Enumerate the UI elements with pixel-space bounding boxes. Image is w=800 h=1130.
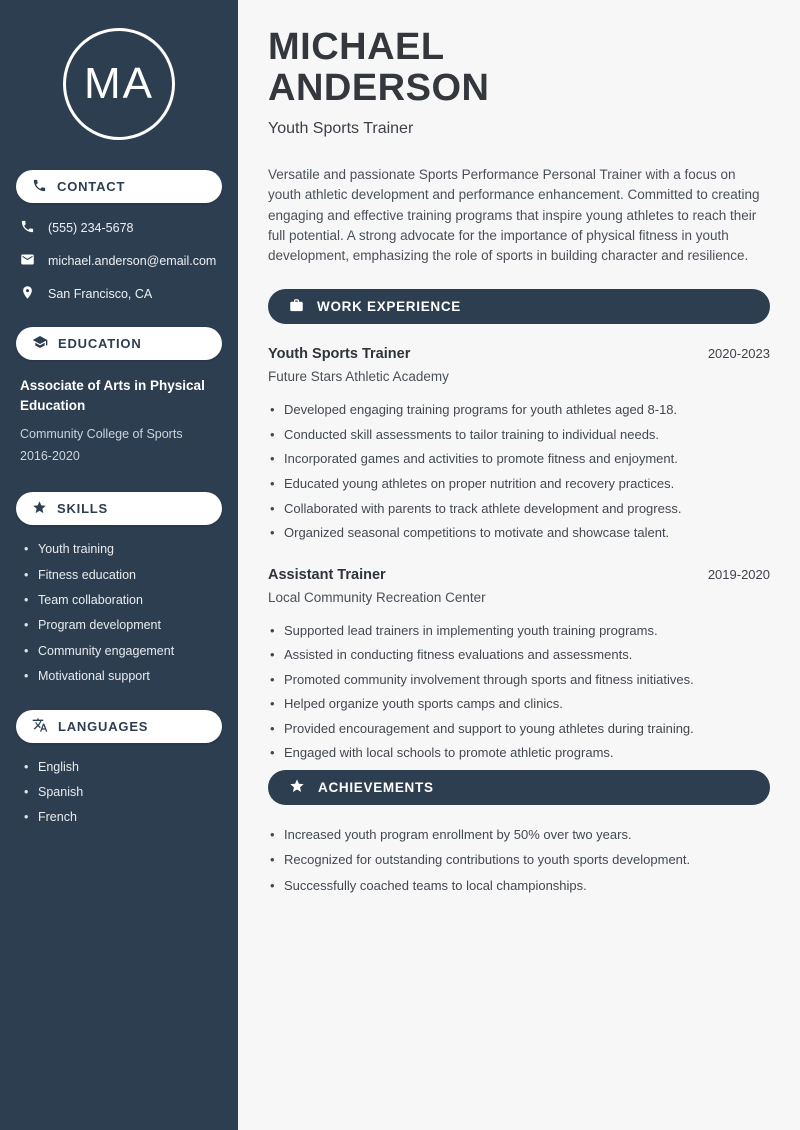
languages-section-header [16,710,222,743]
job-company: Local Community Recreation Center [268,589,486,605]
star-icon [289,778,305,797]
achievement-bullet: • Recognized for outstanding contributions to youth sports development. [268,851,770,869]
achievement-bullet: • Increased youth program enrollment by 50% over two years. [268,826,770,844]
achievements-section-header [268,770,770,805]
graduation-cap-icon [32,334,48,353]
job-bullet: • Helped organize youth sports camps and clinics. [268,695,770,713]
sidebar [0,0,238,1130]
job-title-text: Youth Sports Trainer [268,346,411,363]
skill-item: • Program development [24,618,218,632]
skills-list [24,542,218,683]
degree-name: Associate of Arts in Physical Education [20,378,205,414]
education-section-title: EDUCATION [58,336,142,351]
achievements-section-title: ACHIEVEMENTS [318,779,434,795]
language-item: • French [24,810,218,824]
briefcase-icon [289,298,304,316]
location-pin-icon [20,285,35,303]
job-bullet: • Provided encouragement and support to young athletes during training. [268,720,770,738]
job-bullet: • Conducted skill assessments to tailor training to individual needs. [268,426,770,444]
phone-number: (555) 234-5678 [48,221,134,235]
email-address: michael.anderson@email.com [48,254,217,268]
skills-section-header [16,492,222,525]
achievement-bullet: • Successfully coached teams to local championships. [268,877,770,895]
job-dates: 2020-2023 [707,346,770,362]
job-header [268,567,770,583]
skill-item: • Team collaboration [24,593,218,607]
education-entry [20,376,218,466]
person-name [268,27,770,109]
skill-item: • Community engagement [24,644,218,658]
contact-email-row [20,252,218,270]
avatar-initials: MA [84,59,154,108]
achievements-list [268,826,770,895]
contact-section-title: CONTACT [57,179,126,194]
location-text: San Francisco, CA [48,287,153,301]
school-name: Community College of Sports [20,426,183,441]
job-bullet: • Incorporated games and activities to promote fitness and enjoyment. [268,450,770,468]
phone-icon [32,178,47,196]
languages-list [24,760,218,825]
languages-section-title: LANGUAGES [58,718,149,734]
contact-list [20,219,218,303]
job-company: Future Stars Athletic Academy [268,369,449,385]
language-item: • English [24,760,218,774]
job-bullet: • Developed engaging training programs for youth athletes aged 8-18. [268,401,770,419]
job-bullet: • Organized seasonal competitions to motivate and showcase talent. [268,524,770,542]
person-job-title: Youth Sports Trainer [268,120,414,138]
avatar [63,28,175,140]
phone-icon [20,219,35,237]
job-bullet: • Engaged with local schools to promote athletic programs. [268,744,770,762]
contact-phone-row [20,219,218,237]
contact-section-header [16,170,222,203]
job-entry [268,567,770,762]
summary-paragraph: Versatile and passionate Sports Performance Personal Trainer with a focus on youth athletic development and performance enhancement. Committed to creating engaging and effective training programs that inspire young athletes to reach their full potential. A strong advocate for the importance of physical fitness in youth development, emphasizing the role of sports in building character and resilience. [268,167,760,264]
job-title-text: Assistant Trainer [268,566,386,583]
translate-icon [32,717,48,736]
education-section-header [16,327,222,360]
email-icon [20,252,35,270]
job-entry [268,346,770,541]
job-bullet: • Promoted community involvement through sports and fitness initiatives. [268,671,770,689]
language-item: • Spanish [24,785,218,799]
work-experience-section-header [268,289,770,324]
star-icon [32,500,47,518]
last-name: ANDERSON [268,67,490,110]
main-content [238,0,800,1130]
skills-section-title: SKILLS [57,501,109,517]
skill-item: • Fitness education [24,568,218,582]
skill-item: • Youth training [24,542,218,556]
job-bullet: • Supported lead trainers in implementing youth training programs. [268,622,770,640]
first-name: MICHAEL [268,26,445,68]
skill-item: • Motivational support [24,669,218,683]
job-dates: 2019-2020 [707,566,770,582]
job-header [268,346,770,362]
job-bullet-list [268,401,770,541]
job-bullet: • Educated young athletes on proper nutrition and recovery practices. [268,475,770,493]
job-bullet-list [268,622,770,762]
job-bullet: • Collaborated with parents to track athlete development and progress. [268,500,770,518]
education-years: 2016-2020 [20,448,80,463]
work-experience-section-title: WORK EXPERIENCE [317,299,462,315]
job-bullet: • Assisted in conducting fitness evaluations and assessments. [268,646,770,664]
contact-location-row [20,285,218,303]
